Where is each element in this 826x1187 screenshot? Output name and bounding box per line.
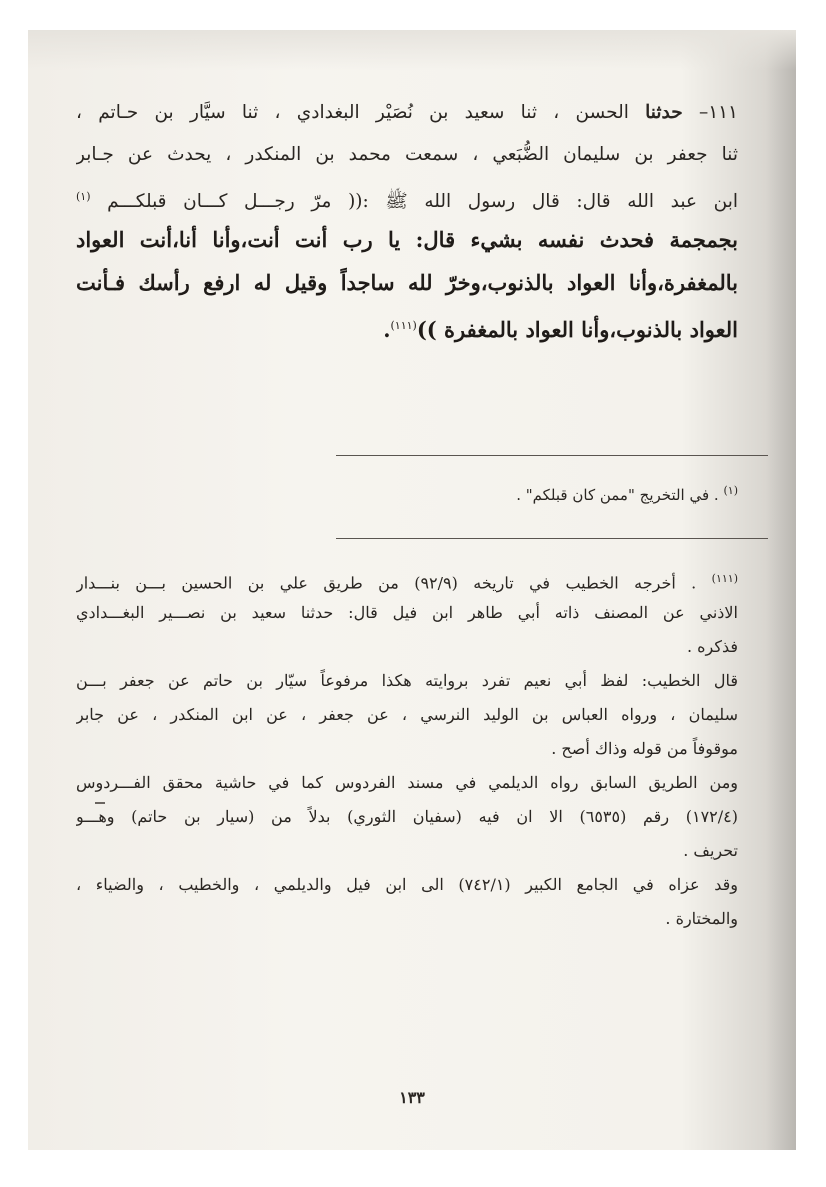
hadith-main-text: [76, 92, 738, 347]
note-line-1-text: . أخرجه الخطيب في تاريخه (٩٢/٩) من طريق علي بن الحسين بـــن بنـــدار: [76, 573, 697, 593]
hadith-line-5: بالمغفرة،وأنا العواد بالذنوب،وخرّ لله ساجداً وقيل له ارفع رأسك فـأنت: [76, 270, 738, 295]
footnote-1-marker: (١): [723, 484, 738, 497]
hadith-line-3-text: ابن عبد الله قال: قال رسول الله ﷺ :(( مرّ رجـــل كـــان قبلكـــم: [107, 191, 738, 213]
footnote-divider: [336, 455, 768, 456]
note-line-7: ومن الطريق السابق رواه الديلمي في مسند الفردوس كما في حاشية محقق الفـــردوس: [76, 773, 738, 792]
hadith-line-1: [76, 92, 738, 134]
note-line-6: موقوفاً من قوله وذاك أصح .: [551, 739, 738, 758]
hadith-line-2: ثنا جعفر بن سليمان الضُّبَعي ، سمعت محمد بن المنكدر ، يحدث عن جـابر: [76, 144, 738, 165]
note-line-1: [76, 562, 738, 596]
page-number: ١٣٣: [399, 1088, 425, 1107]
hadith-end-period: .: [383, 317, 391, 342]
hadith-line-6: [76, 304, 738, 347]
takhrij-notes: [76, 562, 738, 936]
footnote-ref-111: (١١١): [390, 319, 417, 332]
footnote-1: [76, 478, 738, 508]
hadith-line-3: [76, 176, 738, 218]
footnote-ref-1: (١): [76, 190, 91, 203]
hadith-chain-start: الحسن ، ثنا سعيد بن نُصَيْر البغدادي ، ثنا سيَّار بن حـاتم ،: [76, 102, 629, 123]
note-line-4: قال الخطيب: لفظ أبي نعيم تفرد بروايته هكذا مرفوعاً سيّار بن حاتم عن جعفر بـــن: [76, 671, 738, 690]
note-line-8: (١٧٢/٤) رقم (٦٥٣٥) الا ان فيه (سفيان الثوري) بدلاً من (سيار بن حاتم) وهـــو: [76, 807, 738, 826]
note-line-3: فذكره .: [686, 637, 738, 656]
end-dash: [95, 802, 105, 804]
hadith-line-6-text: العواد بالذنوب،وأنا العواد بالمغفرة )): [416, 317, 738, 342]
notes-divider: [336, 538, 768, 539]
hadith-tag: حدثنا: [645, 102, 683, 123]
hadith-number: ١١١–: [698, 102, 738, 123]
scanned-page: [28, 30, 796, 1150]
note-line-10: وقد عزاه في الجامع الكبير (٧٤٢/١) الى ابن فيل والديلمي ، والخطيب ، والضياء ،: [76, 875, 738, 894]
note-marker: (١١١): [711, 572, 738, 585]
note-line-9: تحريف .: [683, 841, 738, 860]
note-line-2: الاذني عن المصنف ذاته أبي طاهر ابن فيل قال: حدثنا سعيد بن نصـــير البغـــدادي: [76, 603, 738, 622]
hadith-line-4: بجمجمة فحدث نفسه بشيء قال: يا رب أنت أنت،وأنا أنا،أنت العواد: [76, 227, 738, 252]
note-line-11: والمختارة .: [665, 909, 738, 928]
note-line-5: سليمان ، ورواه العباس بن الوليد النرسي ، عن جعفر ، عن ابن المنكدر ، عن جابر: [76, 705, 738, 724]
footnote-1-text: . في التخريج "ممن كان قبلكم" .: [516, 486, 719, 504]
